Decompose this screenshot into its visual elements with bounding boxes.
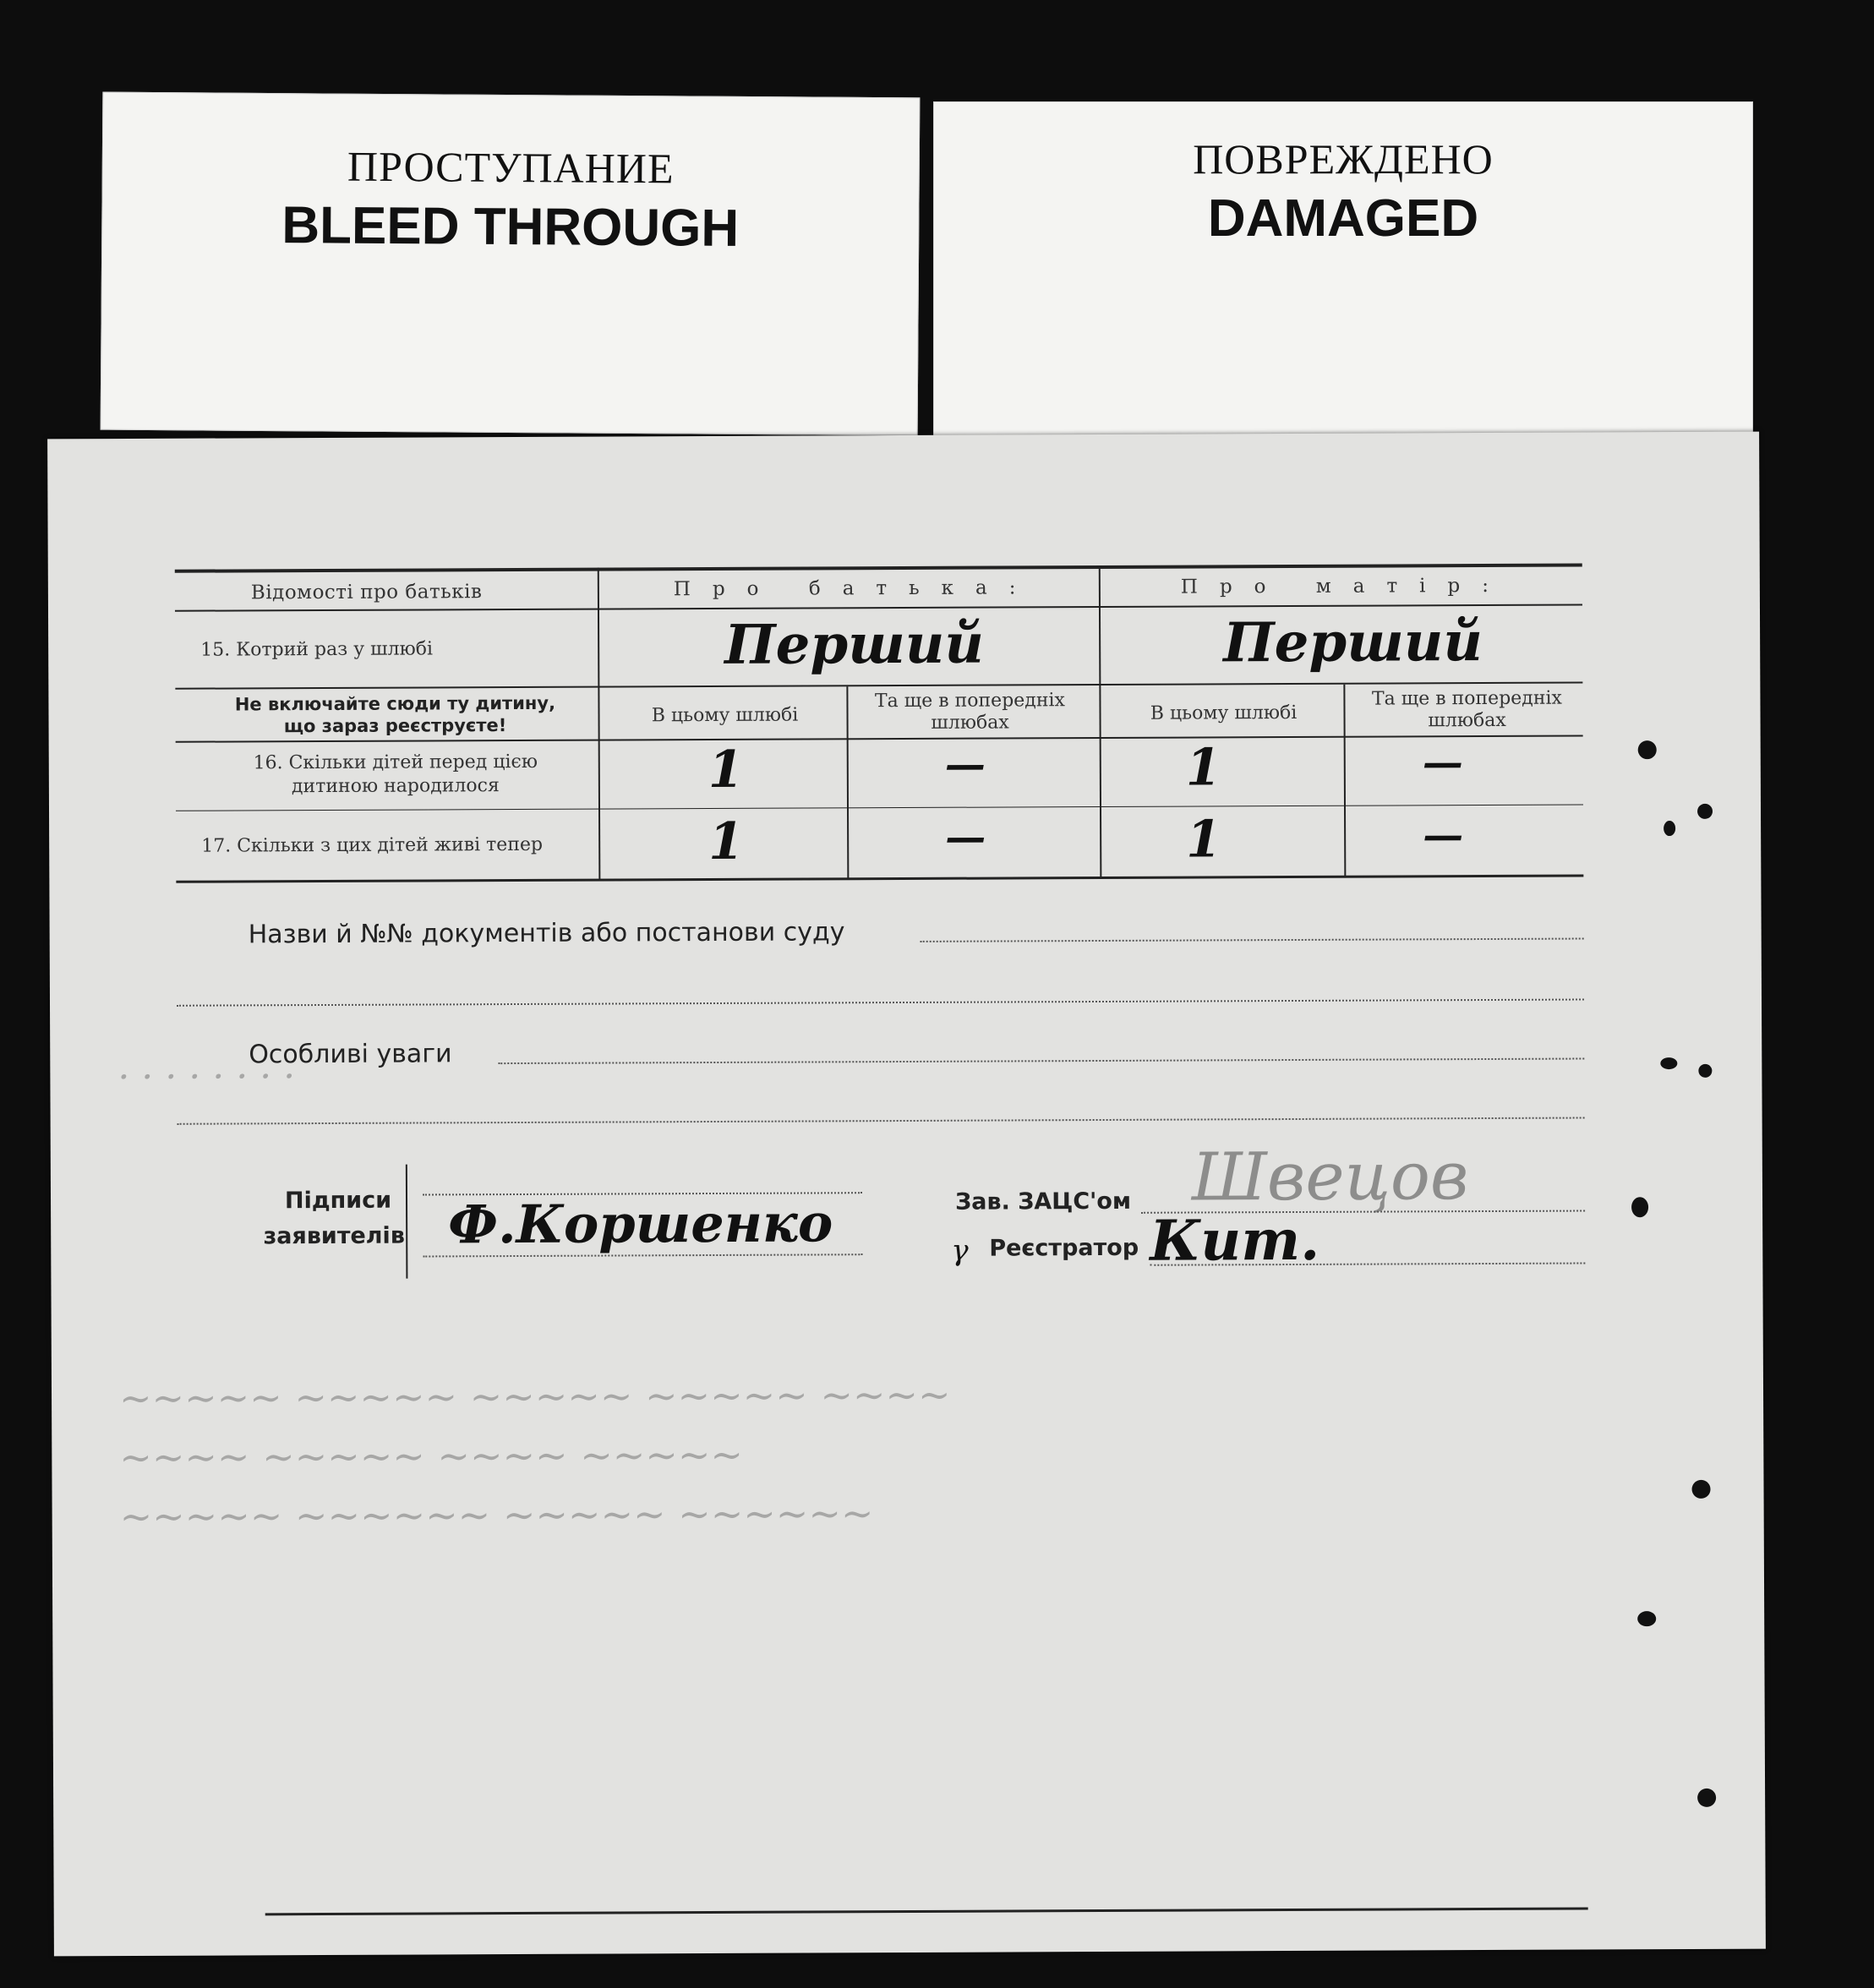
father-prev-marriages-header: Та ще в попередніх шлюбах bbox=[874, 690, 1065, 734]
head-signature: Швецов bbox=[1191, 1139, 1469, 1216]
header-parents-info: Відомості про батьків bbox=[250, 581, 483, 604]
row15-father-value: Перший bbox=[724, 612, 985, 677]
bottom-rule bbox=[265, 1907, 1588, 1915]
damage-hole bbox=[1637, 1611, 1656, 1626]
documents-label: Назви й №№ документів або постанови суду bbox=[248, 917, 845, 950]
table-col-divider bbox=[1343, 685, 1346, 877]
signers-label-line1: Підписи bbox=[284, 1187, 392, 1215]
damage-hole bbox=[1691, 1480, 1710, 1499]
row15-label: 15. Котрий раз у шлюбі bbox=[200, 638, 434, 661]
mother-prev-marriages-header: Та ще в попередніх шлюбах bbox=[1371, 687, 1562, 732]
row16-mother-this: 1 bbox=[1185, 738, 1221, 798]
signers-label-line2: заявителів bbox=[263, 1222, 405, 1250]
documents-field-line-2 bbox=[177, 999, 1584, 1007]
damage-hole bbox=[1631, 1197, 1648, 1217]
registrar-mark: γ bbox=[951, 1233, 969, 1268]
row16-father-this: 1 bbox=[708, 740, 744, 800]
damage-hole bbox=[1697, 1789, 1716, 1807]
damage-hole bbox=[1698, 1064, 1712, 1078]
damaged-label-en: DAMAGED bbox=[1207, 189, 1479, 248]
damage-hole bbox=[1660, 1057, 1677, 1069]
note-line-2: що зараз реєструєте! bbox=[283, 715, 507, 737]
table-col-divider bbox=[598, 568, 601, 881]
row17-father-prev: — bbox=[945, 813, 986, 861]
damage-hole bbox=[1664, 821, 1675, 836]
table-bottom-rule bbox=[176, 875, 1583, 883]
registrar-label: Реєстратор bbox=[989, 1234, 1139, 1262]
row16-label-line1: 16. Скільки дітей перед цією bbox=[253, 751, 538, 774]
special-notes-field-line-2 bbox=[178, 1117, 1585, 1124]
signers-bracket bbox=[406, 1165, 408, 1279]
table-col-divider bbox=[1099, 565, 1102, 878]
header-mother: Про матір: bbox=[1180, 574, 1511, 598]
mother-this-marriage-header: В цьому шлюбі bbox=[1150, 702, 1298, 724]
row16-mother-prev: — bbox=[1422, 739, 1463, 787]
row15-mother-value: Перший bbox=[1222, 610, 1483, 675]
damaged-card bbox=[933, 101, 1753, 438]
note-line-1: Не включайте сюди ту дитину, bbox=[234, 692, 556, 715]
row16-label-line2: дитиною народилося bbox=[291, 775, 500, 798]
document-sheet bbox=[47, 432, 1766, 1957]
table-rule bbox=[176, 805, 1583, 811]
table-col-divider bbox=[846, 686, 849, 879]
row17-mother-prev: — bbox=[1423, 811, 1464, 860]
special-notes-label: Особливі уваги bbox=[249, 1039, 452, 1070]
header-father: Про батька: bbox=[673, 576, 1038, 601]
bleed-through-label-ru: ПРОСТУПАНИЕ bbox=[347, 142, 675, 193]
registry-head-label: Зав. ЗАЦС'ом bbox=[954, 1188, 1132, 1215]
damage-hole bbox=[1638, 740, 1657, 759]
damage-hole bbox=[1697, 804, 1713, 819]
row17-mother-this: 1 bbox=[1186, 810, 1222, 870]
signer-signature: Ф.Коршенко bbox=[447, 1192, 833, 1256]
row17-label: 17. Скільки з цих дітей живі тепер bbox=[201, 833, 544, 857]
reverse-side-handwriting: ~~~~~ ~~~~~ ~~~~~ ~~~~~ ~~~~ ~~~~ ~~~~~ ~~~~ ~~~~~ ~~~~~ ~~~~~~ ~~~~~ ~~~~~~ bbox=[118, 1371, 951, 1540]
bleed-through-label-en: BLEED THROUGH bbox=[281, 196, 740, 258]
row16-father-prev: — bbox=[944, 740, 986, 789]
documents-field-line bbox=[921, 938, 1584, 942]
bleed-through-handwriting: · · · · · · · · bbox=[117, 1055, 296, 1100]
special-notes-field-line bbox=[498, 1058, 1584, 1065]
row17-father-this: 1 bbox=[708, 811, 745, 872]
bleed-through-card bbox=[101, 92, 921, 436]
damaged-label-ru: ПОВРЕЖДЕНО bbox=[1193, 135, 1494, 183]
table-top-rule bbox=[175, 564, 1582, 573]
registrar-signature: Кит. bbox=[1150, 1206, 1320, 1274]
father-this-marriage-header: В цьому шлюбі bbox=[651, 704, 799, 727]
